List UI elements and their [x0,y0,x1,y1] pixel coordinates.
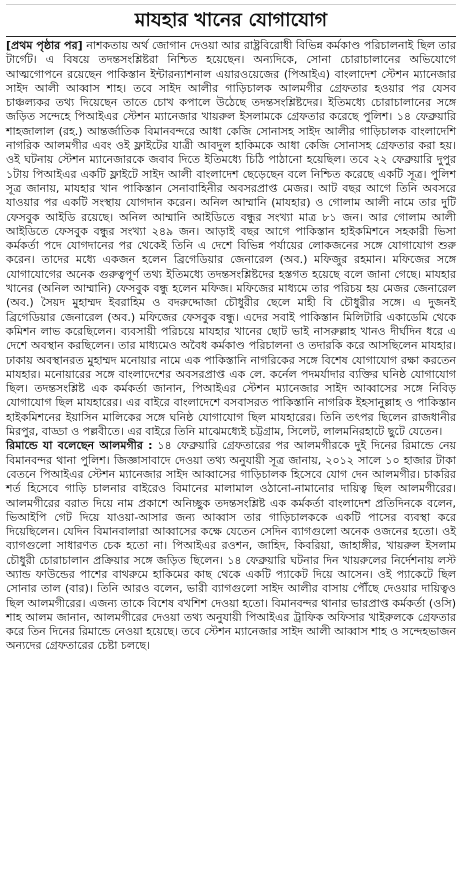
cut-top-strip [6,0,456,5]
remand-subheading: রিমান্ডে যা বলেছেন আলমগীর : [6,439,153,453]
continued-from-front-page-tag: [প্রথম পৃষ্ঠার পর] [6,39,83,52]
lead-paragraph [6,39,456,439]
remand-paragraph [6,439,456,653]
lead-body-text: নাশকতায় অর্থ জোগান দেওয়া আর রাষ্ট্রবিরোধী বিভিন্ন কর্মকাণ্ড পরিচালনাই ছিল তার টার্গেট। এ বিষয়ে তদন্তসংশ্লিষ্টরা নিশ্চিত হয়েছেন। অন্যদিকে, সোনা চোরাচালানের অভিযোগে আত্মগোপনে রয়েছেন পাকিস্তান ইন্টারন্যাশনাল এয়ারওয়েজের (পিআইএ) বাংলাদেশ স্টেশন ম্যানেজার সাইদ আলী আব্বাস শাহ। তবে সাইদ আলীর গাড়িচালক আলমগীর গ্রেফতার হওয়ার পর যেসব চাঞ্চল্যকর তথ্য দিয়েছেন তাতে চোখ কপালে উঠেছে তদন্তসংশ্লিষ্টদের। ইতিমধ্যে চোরাচালানের সঙ্গে জড়িত সন্দেহে পিআইএর স্টেশন ম্যানেজার খায়রুল ইসলামকে গ্রেফতার করেছে পুলিশ। ১৪ ফেব্রুয়ারি শাহজালাল (রহ.) আন্তর্জাতিক বিমানবন্দরে আধা কেজি সোনাসহ সাইদ আলীর গাড়িচালক বাংলাদেশি নাগরিক আলমগীর এবং ওই ফ্লাইটের যাত্রী আবদুল হাকিমকে আধা কেজি সোনাসহ গ্রেফতার করা হয়। ওই ঘটনায় স্টেশন ম্যানেজারকে জবাব দিতে ইতিমধ্যে চিঠি পাঠানো হয়েছিল। তবে ২২ ফেব্রুয়ারি দুপুর ১টায় পিআইএর একটি ফ্লাইটে সাইদ আলী বাংলাদেশ ছেড়েছেন বলে নিশ্চিত করেছে একটি সূত্র। পুলিশ সূত্র জানায়, মাযহার খান পাকিস্তান সেনাবাহিনীর অবসরপ্রাপ্ত মেজর। আট বছর আগে তিনি অবসরে যাওয়ার পর একটি সংস্থায় যোগদান করেন। অনিল আম্মানি (মাযহার) ও গোলাম আলী নামে তার দুটি ফেসবুক আইডি রয়েছে। অনিল আম্মানি আইডিতে বন্ধুর সংখ্যা মাত্র ৮১ জন। আর গোলাম আলী আইডিতে ফেসবুক বন্ধুর সংখ্যা ২৪৯ জন। আড়াই বছর আগে পাকিস্তান হাইকমিশনে সহকারী ভিসা কর্মকর্তা পদে যোগদানের পর থেকেই তিনি এ দেশে বিভিন্ন পর্যায়ের লোকজনের সঙ্গে যোগাযোগ শুরু করেন। তাদের মধ্যে একজন হলেন ব্রিগেডিয়ার জেনারেল (অব.) মফিজুর রহমান। মফিজের সঙ্গে যোগাযোগের অনেক গুরুত্বপূর্ণ তথ্য ইতিমধ্যে তদন্তসংশ্লিষ্টদের হস্তগত হয়েছে বলে জানা গেছে। মাযহার খানের (অনিল আম্মানি) ফেসবুক বন্ধু হলেন মফিজ। মফিজের মাধ্যমে তার পরিচয় হয় মেজর জেনারেল (অব.) সৈয়দ মুহাম্মদ ইবরাহিম ও বদরুদ্দোজা চৌধুরীর ছেলে মাহী বি চৌধুরীর সঙ্গে। এ দুজনই ব্রিগেডিয়ার জেনারেল (অব.) মফিজের ফেসবুক বন্ধু। এদের সবাই পাকিস্তান মিলিটারি একাডেমি থেকে কমিশন লাভ করেছিলেন। ব্যবসায়ী পরিচয়ে মাযহার খানের ছোট ভাই নাসরুল্লাহ খানও দীর্ঘদিন ধরে এ দেশে অবস্থান করছিলেন। তার মাধ্যমেও অবৈধ কর্মকাণ্ড পরিচালনা ও তদারকি করে আসছিলেন মাযহার। ঢাকায় অবস্থানরত মুহাম্মদ মনোয়ার নামে এক পাকিস্তানি নাগরিকের সঙ্গে বিশেষ যোগাযোগ রক্ষা করতেন মাযহার। মনোয়ারের সঙ্গে বাংলাদেশের অবসরপ্রাপ্ত এক লে. কর্নেল পদমর্যাদার ব্যক্তির ঘনিষ্ঠ যোগাযোগ ছিল। তদন্তসংশ্লিষ্ট এক কর্মকর্তা জানান, পিআইএর স্টেশন ম্যানেজার সাইদ আব্বাসের সঙ্গে নিবিড় যোগাযোগ ছিল মাযহারের। এর বাইরে বাংলাদেশে বসবাসরত পাকিস্তানি নাগরিক ইহসানুল্লাহ ও পাকিস্তান হাইকমিশনের ইয়াসিন মালিকের সঙ্গে ঘনিষ্ঠ যোগাযোগ ছিল মাযহারের। তিনি তৎপর ছিলেন রাজধানীর মিরপুর, বাড্ডা ও পল্লবীতে। এর বাইরে তিনি মাঝেমধ্যেই চট্টগ্রাম, সিলেট, লালমনিরহাটে ছুটে যেতেন। [6,39,456,439]
remand-body-text: ১৪ ফেব্রুয়ারি গ্রেফতারের পর আলমগীরকে দুই দিনের রিমান্ডে নেয় বিমানবন্দর থানা পুলিশ। জিজ্ঞাসাবাদে দেওয়া তথ্য অনুযায়ী সূত্র জানায়, ২০১২ সালে ১০ হাজার টাকা বেতনে পিআইএর স্টেশন ম্যানেজার সাইদ আব্বাসের গাড়িচালক হিসেবে যোগ দেন আলমগীর। চাকরির শর্ত হিসেবে গাড়ি চালনার বাইরেও বিমানের মালামাল ওঠানো-নামানোর দায়িত্ব ছিল আলমগীরের। আলমগীরের বরাত দিয়ে নাম প্রকাশে অনিচ্ছুক তদন্তসংশ্লিষ্ট এক কর্মকর্তা বাংলাদেশ প্রতিদিনকে বলেন, ভিআইপি গেট দিয়ে যাওয়া-আসার জন্য আব্বাস তার গাড়িচালককে একটি পাসের ব্যবস্থা করে দিয়েছিলেন। যেদিন বিমানবালারা আব্বাসের কক্ষে যেতেন সেদিন ব্যাগগুলো অনেক ওজনের হতো। ওই ব্যাগগুলো সাধারণত চেক হতো না। পিআইএর রওশন, জাহিদ, কিবরিয়া, জাহাঙ্গীর, খায়রুল ইসলাম চৌধুরী চোরাচালান প্রক্রিয়ার সঙ্গে জড়িত ছিলেন। ১৪ ফেব্রুয়ারি ঘটনার দিন খায়রুলের নির্দেশনায় লস্ট অ্যান্ড ফাউন্ডের পাশের বাথরুমে হাকিমের কাছ থেকে একটি প্যাকেট দিয়ে আসেন। ওই প্যাকেটে ছিল সোনার তাল (বার)। তিনি আরও বলেন, ভারী ব্যাগগুলো সাইদ আলীর বাসায় পৌঁছে দেওয়ার দায়িত্বও ছিল আলমগীরের। এজন্য তাকে বিশেষ বখশিশ দেওয়া হতো। বিমানবন্দর থানার ভারপ্রাপ্ত কর্মকর্তা (ওসি) শাহ আলম জানান, আলমগীরের দেওয়া তথ্য অনুযায়ী পিআইএর ট্রাফিক অফিসার খাইরুলকে গ্রেফতার করে তিন দিনের রিমান্ডে নেওয়া হয়েছে। তবে স্টেশন ম্যানেজার সাইদ আলী আব্বাস শাহ ও সন্দেহভাজন অন্যদের গ্রেফতারের চেষ্টা চলছে। [6,439,456,653]
headline: মাযহার খানের যোগাযোগ [6,7,456,37]
